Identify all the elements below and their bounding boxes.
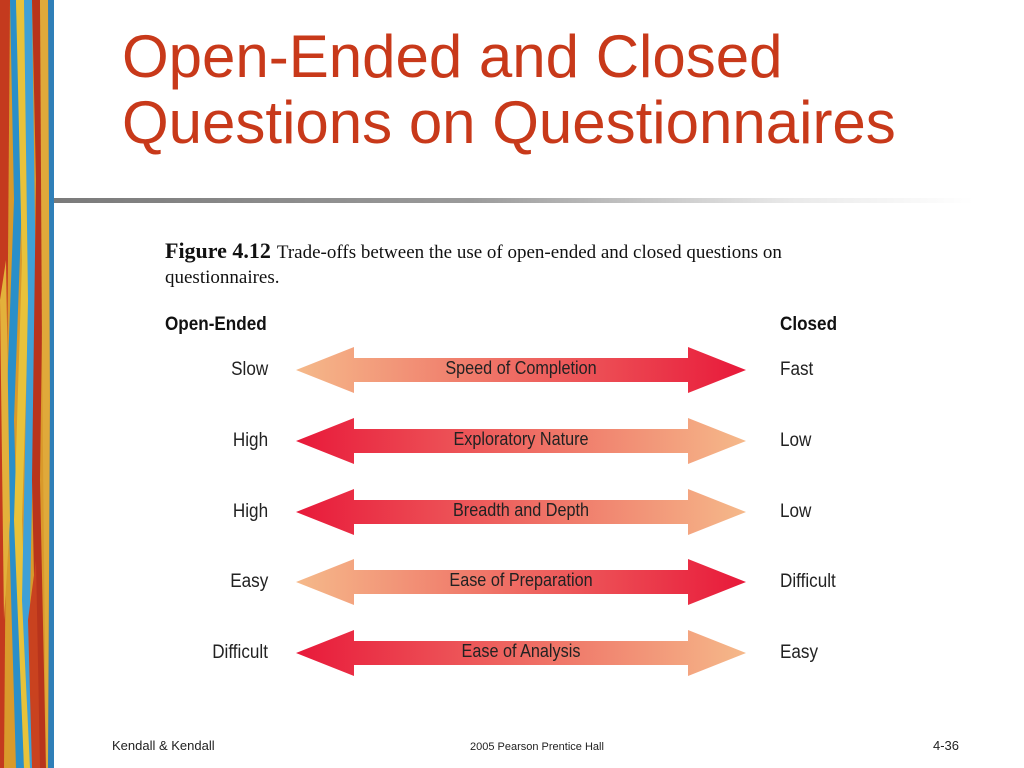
closed-value: Difficult: [780, 571, 836, 592]
footer-publisher: 2005 Pearson Prentice Hall: [470, 741, 604, 753]
open-ended-value: Slow: [230, 359, 268, 380]
figure-caption: [165, 238, 805, 290]
closed-value: Fast: [780, 359, 814, 380]
footer-authors: Kendall & Kendall: [112, 738, 215, 753]
tradeoff-row: [0, 347, 1024, 393]
open-ended-value: Difficult: [212, 642, 268, 663]
slide-title: [122, 24, 896, 156]
arrow-label: Ease of Preparation: [449, 570, 593, 590]
slide-title-line-2: Questions on Questionnaires: [122, 89, 896, 156]
tradeoff-row: [0, 559, 1024, 605]
open-ended-value: High: [232, 430, 268, 451]
closed-value: Easy: [780, 642, 819, 663]
tradeoff-row: [0, 630, 1024, 676]
arrow-label: Breadth and Depth: [452, 500, 590, 520]
closed-value: Low: [780, 501, 812, 522]
open-ended-heading: Open-Ended: [165, 314, 267, 335]
arrow-label: Speed of Completion: [445, 358, 597, 378]
slide-number: 4-36: [933, 738, 960, 753]
arrow-label: Ease of Analysis: [461, 641, 581, 661]
open-ended-value: High: [232, 501, 268, 522]
open-ended-value: Easy: [229, 571, 268, 592]
closed-value: Low: [780, 430, 812, 451]
tradeoff-row: [0, 489, 1024, 535]
tradeoff-row: [0, 418, 1024, 464]
figure-number: Figure 4.12: [165, 238, 271, 263]
figure-caption-text: Trade-offs between the use of open-ended and closed questions on questionnaires.: [165, 242, 782, 288]
slide-title-line-1: Open-Ended and Closed: [122, 23, 783, 90]
arrow-label: Exploratory Nature: [453, 429, 589, 449]
closed-heading: Closed: [780, 314, 838, 335]
title-divider: [54, 198, 974, 203]
